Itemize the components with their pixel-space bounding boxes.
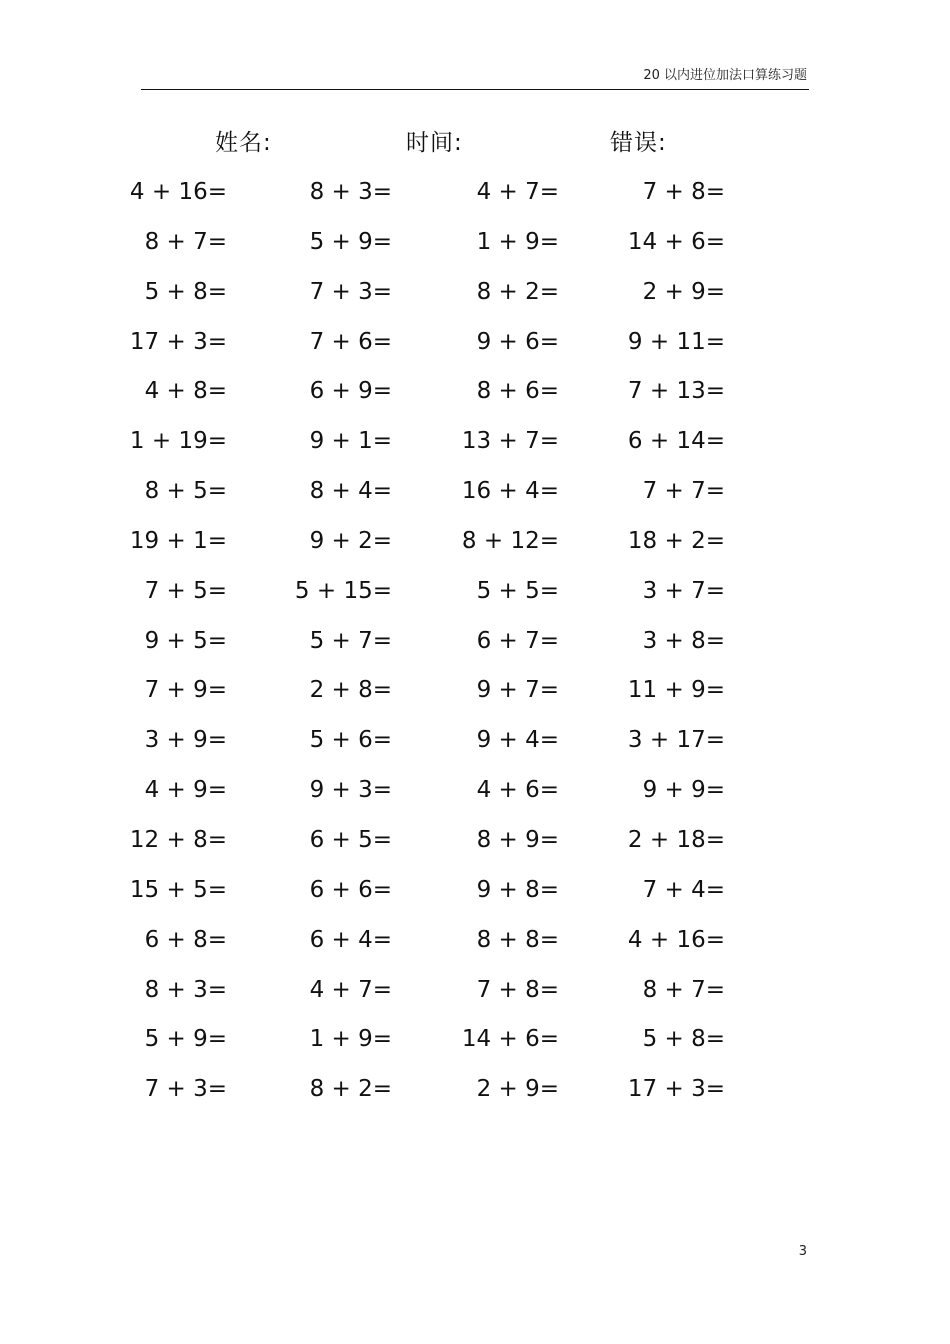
problem-item: 7 + 7= — [642, 478, 725, 505]
problem-row — [0, 1069, 950, 1119]
problem-item: 5 + 7= — [309, 627, 392, 654]
problem-item: 2 + 8= — [309, 677, 392, 704]
problem-row — [0, 421, 950, 471]
problem-item: 5 + 8= — [144, 278, 227, 305]
problem-item: 7 + 4= — [642, 876, 725, 903]
problem-item: 9 + 11= — [627, 328, 725, 355]
problem-item: 1 + 9= — [476, 228, 559, 255]
problem-item: 5 + 8= — [642, 1026, 725, 1053]
problem-item: 5 + 15= — [294, 577, 392, 604]
problem-item: 6 + 9= — [309, 378, 392, 405]
problem-item: 2 + 18= — [627, 826, 725, 853]
problem-item: 9 + 4= — [476, 727, 559, 754]
problem-item: 4 + 7= — [309, 976, 392, 1003]
problem-item: 17 + 3= — [129, 328, 227, 355]
problem-item: 14 + 6= — [461, 1026, 559, 1053]
problem-item: 8 + 2= — [476, 278, 559, 305]
problem-item: 7 + 8= — [476, 976, 559, 1003]
problem-item: 7 + 9= — [144, 677, 227, 704]
problem-item: 1 + 19= — [129, 428, 227, 455]
problem-grid — [0, 172, 950, 1119]
problem-row — [0, 621, 950, 671]
problem-row — [0, 670, 950, 720]
problem-row — [0, 770, 950, 820]
problem-item: 9 + 5= — [144, 627, 227, 654]
problem-item: 5 + 9= — [309, 228, 392, 255]
problem-item: 2 + 9= — [642, 278, 725, 305]
problem-item: 8 + 12= — [461, 527, 559, 554]
problem-row — [0, 920, 950, 970]
problem-item: 9 + 9= — [642, 777, 725, 804]
problem-item: 7 + 8= — [642, 179, 725, 205]
problem-item: 9 + 2= — [309, 527, 392, 554]
problem-row — [0, 970, 950, 1020]
problem-item: 9 + 6= — [476, 328, 559, 355]
problem-item: 6 + 4= — [309, 926, 392, 953]
problem-item: 7 + 6= — [309, 328, 392, 355]
problem-item: 2 + 9= — [476, 1076, 559, 1103]
problem-item: 9 + 8= — [476, 876, 559, 903]
problem-item: 1 + 9= — [309, 1026, 392, 1053]
problem-item: 8 + 7= — [642, 976, 725, 1003]
problem-row — [0, 870, 950, 920]
problem-item: 17 + 3= — [627, 1076, 725, 1103]
problem-item: 4 + 16= — [129, 179, 227, 205]
problem-row — [0, 471, 950, 521]
problem-row — [0, 272, 950, 322]
problem-item: 8 + 6= — [476, 378, 559, 405]
name-label: 姓名: — [215, 130, 272, 156]
problem-item: 4 + 9= — [144, 777, 227, 804]
problem-item: 7 + 3= — [309, 278, 392, 305]
problem-item: 9 + 3= — [309, 777, 392, 804]
problem-item: 11 + 9= — [627, 677, 725, 704]
header-divider — [141, 89, 809, 90]
problem-item: 3 + 7= — [642, 577, 725, 604]
problem-row — [0, 172, 950, 222]
student-info-row — [0, 124, 950, 164]
problem-item: 8 + 7= — [144, 228, 227, 255]
problem-item: 4 + 16= — [627, 926, 725, 953]
problem-item: 9 + 7= — [476, 677, 559, 704]
problem-item: 3 + 8= — [642, 627, 725, 654]
problem-item: 8 + 9= — [476, 826, 559, 853]
problem-row — [0, 571, 950, 621]
problem-item: 3 + 17= — [627, 727, 725, 754]
problem-row — [0, 720, 950, 770]
problem-item: 19 + 1= — [129, 527, 227, 554]
problem-item: 4 + 8= — [144, 378, 227, 405]
problem-item: 7 + 3= — [144, 1076, 227, 1103]
problem-item: 4 + 6= — [476, 777, 559, 804]
problem-item: 8 + 5= — [144, 478, 227, 505]
page-header-title: 20 以内进位加法口算练习题 — [643, 68, 807, 83]
problem-row — [0, 820, 950, 870]
problem-item: 7 + 13= — [627, 378, 725, 405]
problem-row — [0, 1019, 950, 1069]
time-label: 时间: — [406, 130, 463, 156]
problem-item: 8 + 2= — [309, 1076, 392, 1103]
problem-item: 8 + 4= — [309, 478, 392, 505]
problem-item: 8 + 3= — [309, 179, 392, 205]
problem-item: 7 + 5= — [144, 577, 227, 604]
problem-item: 6 + 5= — [309, 826, 392, 853]
problem-item: 16 + 4= — [461, 478, 559, 505]
problem-item: 13 + 7= — [461, 428, 559, 455]
problem-item: 5 + 9= — [144, 1026, 227, 1053]
problem-item: 12 + 8= — [129, 826, 227, 853]
errors-label: 错误: — [610, 130, 667, 156]
problem-row — [0, 222, 950, 272]
problem-item: 5 + 6= — [309, 727, 392, 754]
page-number: 3 — [798, 1244, 807, 1259]
problem-row — [0, 521, 950, 571]
problem-item: 6 + 14= — [627, 428, 725, 455]
problem-item: 6 + 8= — [144, 926, 227, 953]
problem-item: 9 + 1= — [309, 428, 392, 455]
problem-item: 3 + 9= — [144, 727, 227, 754]
problem-item: 5 + 5= — [476, 577, 559, 604]
problem-item: 4 + 7= — [476, 179, 559, 205]
problem-item: 8 + 3= — [144, 976, 227, 1003]
problem-item: 15 + 5= — [129, 876, 227, 903]
problem-item: 6 + 6= — [309, 876, 392, 903]
problem-item: 14 + 6= — [627, 228, 725, 255]
problem-row — [0, 322, 950, 372]
problem-item: 6 + 7= — [476, 627, 559, 654]
problem-item: 8 + 8= — [476, 926, 559, 953]
problem-row — [0, 371, 950, 421]
problem-item: 18 + 2= — [627, 527, 725, 554]
